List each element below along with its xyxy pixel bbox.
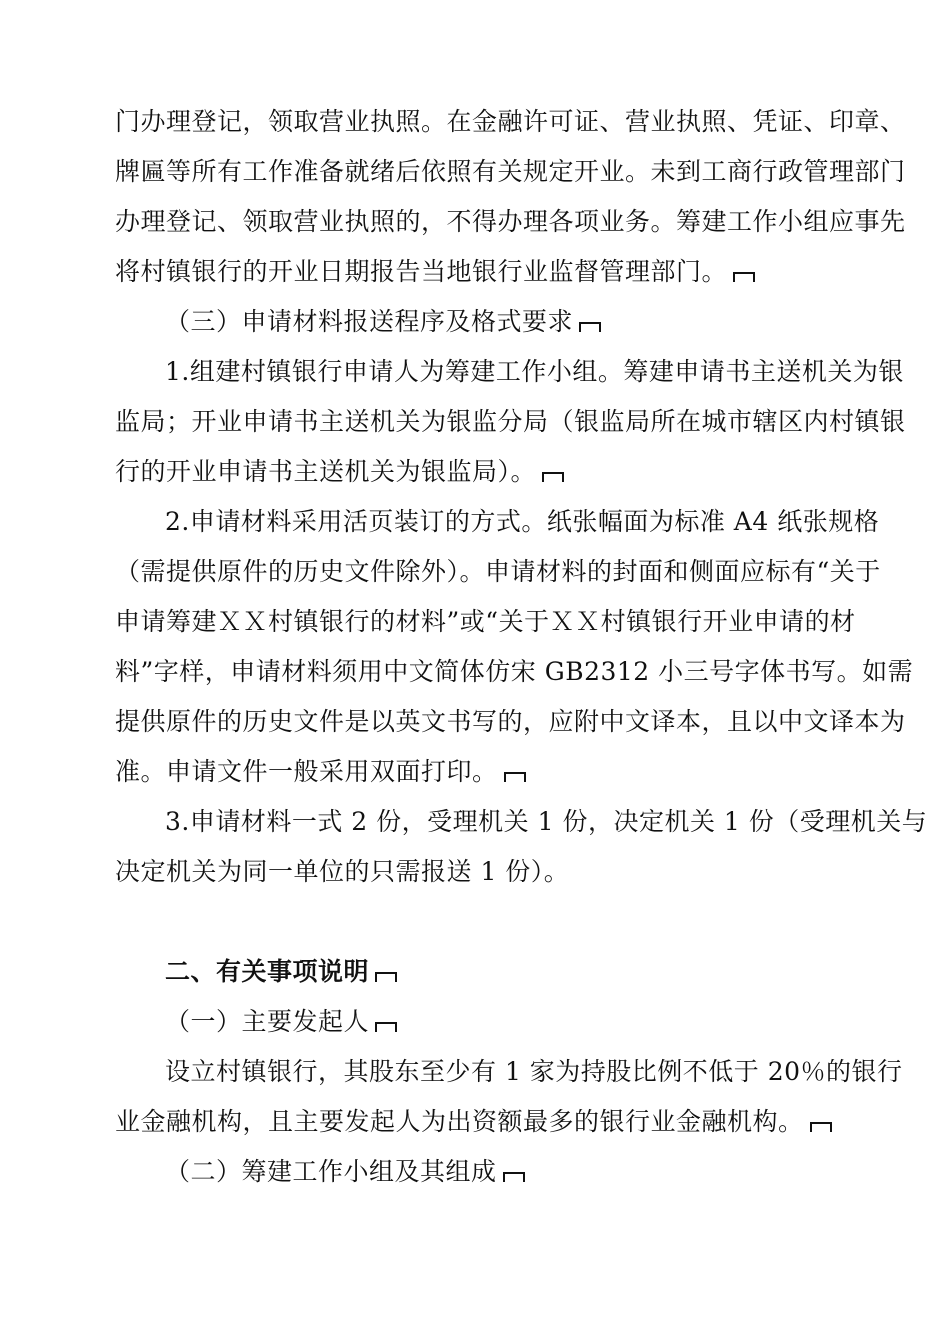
paragraph-mark-icon <box>375 972 397 982</box>
paragraph-line: 决定机关为同一单位的只需报送 1 份）。 <box>115 857 570 886</box>
paragraph-line: 监局；开业申请书主送机关为银监分局（银监局所在城市辖区内村镇银 <box>115 407 906 436</box>
paragraph-line: 门办理登记，领取营业执照。在金融许可证、营业执照、凭证、印章、 <box>115 107 906 136</box>
paragraph-line: 2.申请材料采用活页装订的方式。纸张幅面为标准 A4 纸张规格 <box>165 507 880 536</box>
paragraph-line: 申请筹建ＸＸ村镇银行的材料”或“关于ＸＸ村镇银行开业申请的材 <box>115 607 856 636</box>
paragraph-line: （需提供原件的历史文件除外）。申请材料的封面和侧面应标有“关于 <box>115 557 881 586</box>
paragraph-line: 准。申请文件一般采用双面打印。 <box>115 754 915 790</box>
paragraph-mark-icon <box>810 1122 832 1132</box>
paragraph-line: 料”字样，申请材料须用中文简体仿宋 GB2312 小三号字体书写。如需 <box>115 657 914 686</box>
paragraph-mark-icon <box>542 472 564 482</box>
paragraph-mark-icon <box>579 322 601 332</box>
paragraph-line: 设立村镇银行，其股东至少有 1 家为持股比例不低于 20％的银行 <box>165 1057 903 1086</box>
paragraph-line: 牌匾等所有工作准备就绪后依照有关规定开业。未到工商行政管理部门 <box>115 157 906 186</box>
subsection-heading: （一）主要发起人 <box>165 1004 950 1040</box>
paragraph-line: 提供原件的历史文件是以英文书写的，应附中文译本，且以中文译本为 <box>115 707 906 736</box>
subsection-heading: （二）筹建工作小组及其组成 <box>165 1154 950 1190</box>
paragraph-line: 行的开业申请书主送机关为银监局）。 <box>115 454 915 490</box>
paragraph-mark-icon <box>375 1022 397 1032</box>
paragraph-mark-icon <box>504 772 526 782</box>
paragraph-mark-icon <box>733 272 755 282</box>
paragraph-line: 业金融机构，且主要发起人为出资额最多的银行业金融机构。 <box>115 1104 915 1140</box>
paragraph-line: 办理登记、领取营业执照的，不得办理各项业务。筹建工作小组应事先 <box>115 207 906 236</box>
paragraph-line: 将村镇银行的开业日期报告当地银行业监督管理部门。 <box>115 254 915 290</box>
section-title: 二、有关事项说明 <box>165 954 950 990</box>
section-heading: （三）申请材料报送程序及格式要求 <box>165 304 950 340</box>
paragraph-line: 3.申请材料一式 2 份，受理机关 1 份，决定机关 1 份（受理机关与 <box>165 807 928 836</box>
paragraph-line: 1.组建村镇银行申请人为筹建工作小组。筹建申请书主送机关为银 <box>165 357 904 386</box>
paragraph-mark-icon <box>503 1172 525 1182</box>
